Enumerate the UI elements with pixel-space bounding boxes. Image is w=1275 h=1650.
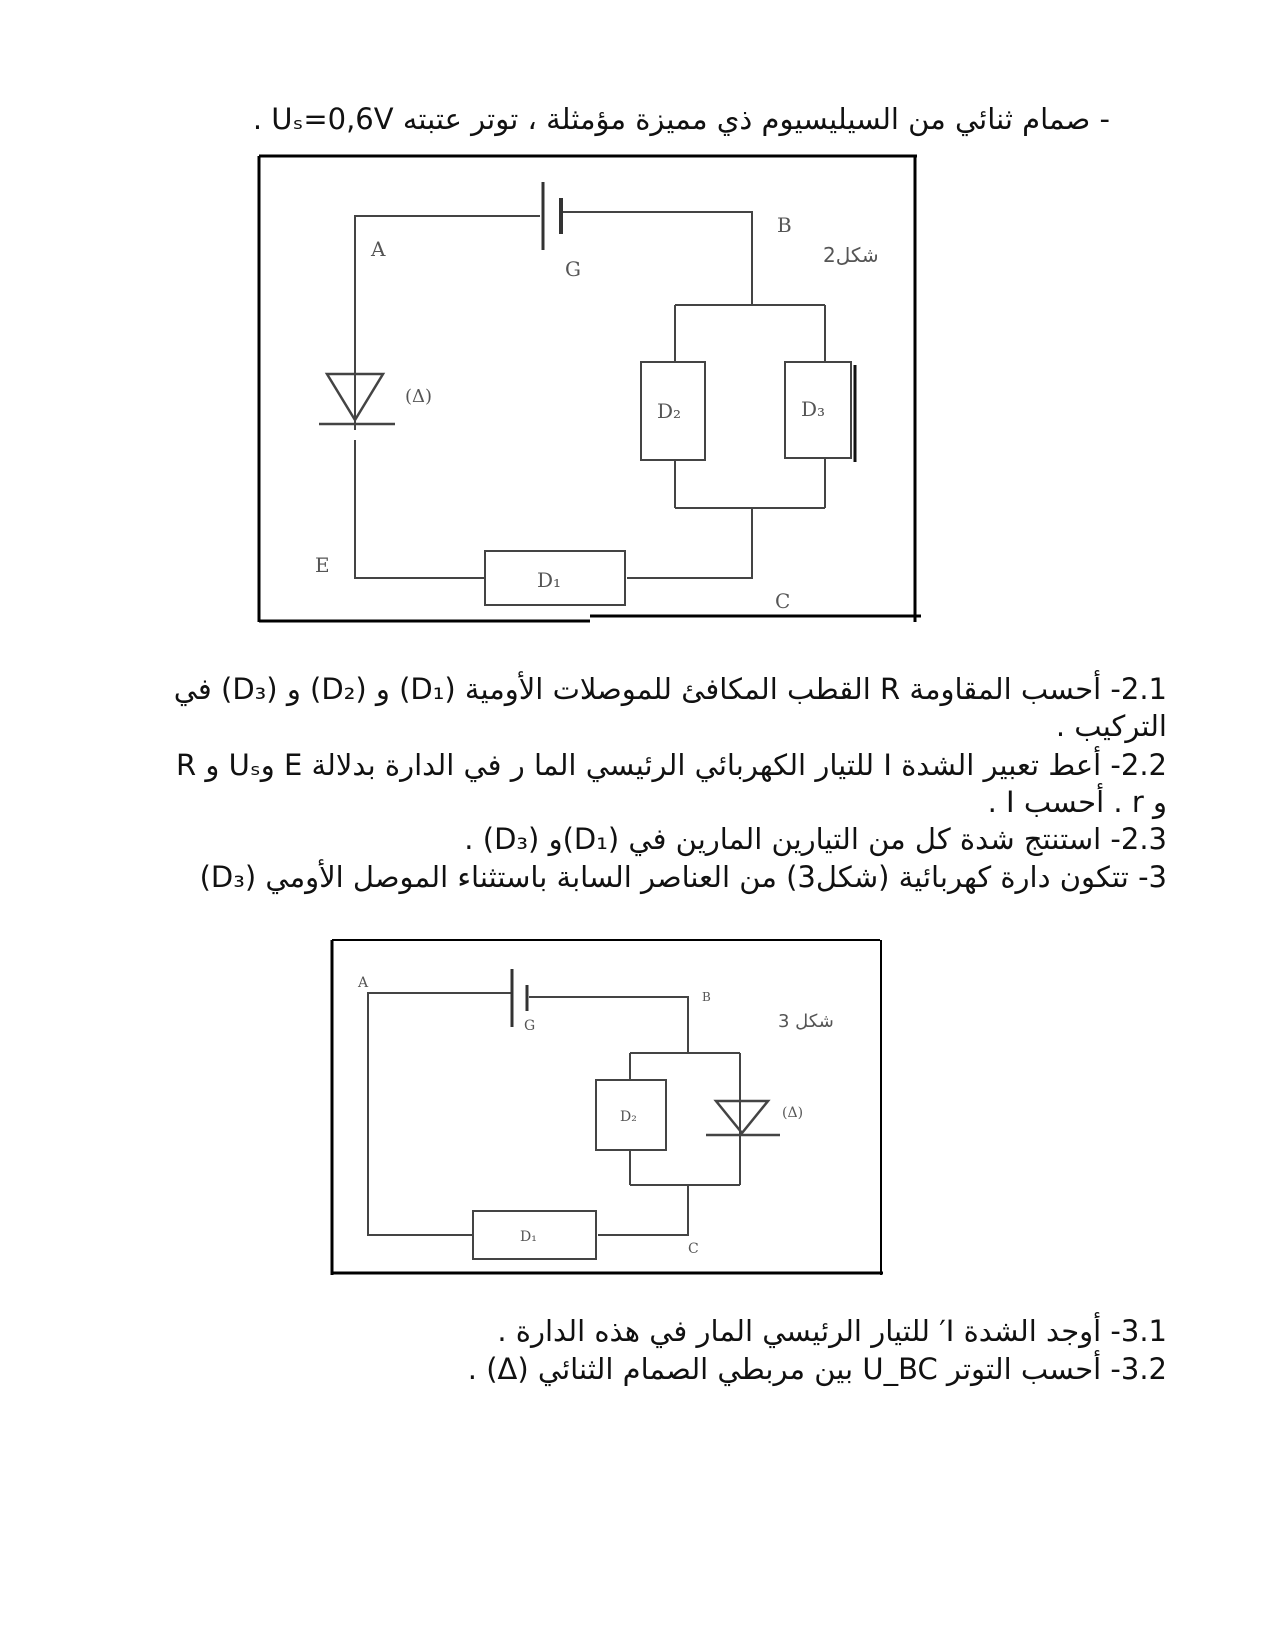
node-a-label: A <box>371 237 386 261</box>
resistor-d3-label: D₃ <box>801 397 826 421</box>
generator-label-3: G <box>524 1018 536 1034</box>
diode-label-3: (Δ) <box>782 1105 804 1121</box>
diode-figure-3 <box>706 1101 780 1135</box>
node-c-label: C <box>775 589 791 613</box>
diode-label: (Δ) <box>405 386 433 407</box>
wire-a-d1-3 <box>368 1217 473 1235</box>
figure-2-label: شكل2 <box>823 243 879 267</box>
diode-figure-2 <box>319 374 395 424</box>
resistor-d1-label-3: D₁ <box>520 1229 537 1245</box>
node-e-label: E <box>315 553 330 577</box>
node-c-label-3: C <box>688 1241 699 1257</box>
resistor-d2-label-3: D₂ <box>620 1109 637 1125</box>
question-2-2-line-1: 2.2- أعط تعبير الشدة I للتيار الكهربائي الرئيسي الما ر في الدارة بدلالة E وUₛ و R <box>176 748 1167 782</box>
wire-branch-c-3 <box>598 1185 688 1235</box>
question-2-1-line-2: التركيب . <box>1055 709 1167 743</box>
wire-g-b <box>563 212 752 305</box>
question-3-1: 3.1- أوجد الشدة I′ للتيار الرئيسي المار في هذه الدارة . <box>497 1314 1167 1348</box>
node-b-label-3: B <box>702 990 711 1004</box>
question-3-2: 3.2- أحسب التوتر U_BC بين مربطي الصمام الثنائي (Δ) . <box>467 1352 1167 1386</box>
resistor-d1-label: D₁ <box>537 568 562 592</box>
intro-line: - صمام ثنائي من السيليسيوم ذي مميزة مؤمثلة ، توتر عتبته Uₛ=0,6V . <box>252 102 1110 136</box>
node-b-label: B <box>777 213 792 237</box>
wire-branch-c <box>627 508 752 578</box>
question-2-2-line-2: و r . أحسب I . <box>987 785 1167 819</box>
question-2-3: 2.3- استنتج شدة كل من التيارين المارين في (D₁)و (D₃) . <box>464 822 1167 856</box>
question-3-intro: 3- تتكون دارة كهربائية (شكل3) من العناصر السابة باستثناء الموصل الأومي (D₃) <box>199 860 1167 894</box>
generator-label: G <box>565 257 581 281</box>
wire-g-b-3 <box>529 997 688 1053</box>
figure-2-frame <box>259 156 921 622</box>
figure-3-label: شكل 3 <box>778 1011 834 1032</box>
figure-2-circuit <box>255 150 930 625</box>
wire-a-g-3 <box>368 993 512 1217</box>
wire-e-d1 <box>355 440 485 578</box>
node-a-label-3: A <box>358 975 369 991</box>
question-2-1-line-1: 2.1- أحسب المقاومة R القطب المكافئ للموصلات الأومية (D₁) و (D₂) و (D₃) في <box>173 672 1167 706</box>
figure-3-circuit <box>328 935 888 1280</box>
resistor-d2-label: D₂ <box>657 399 682 423</box>
